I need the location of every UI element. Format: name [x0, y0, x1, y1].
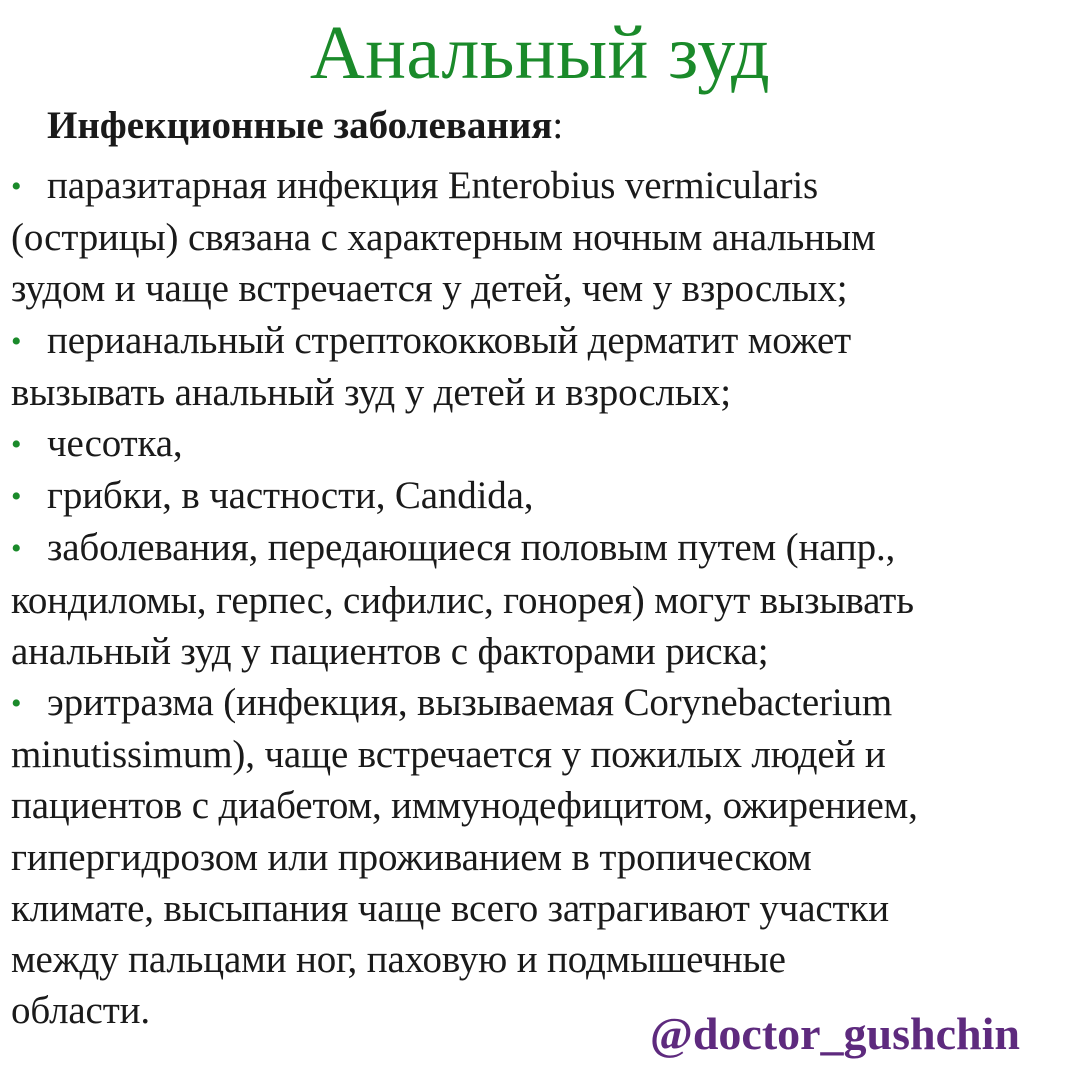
bullet-icon: • [11, 324, 22, 358]
list-item-1 [11, 160, 1073, 212]
line-text: (острицы) связана с характерным ночным анальным [11, 216, 876, 260]
line-text: зудом и чаще встречается у детей, чем у взрослых; [11, 267, 848, 311]
list-item-5-continuation [11, 575, 1073, 626]
line-text: климате, высыпания чаще всего затрагивают участки [11, 886, 889, 930]
author-handle: @doctor_gushchin [650, 1008, 1020, 1059]
list-item-1-continuation [11, 263, 1073, 314]
list-item-6-continuation [11, 934, 1073, 985]
section-heading [47, 100, 563, 152]
line-text: чесотка, [47, 422, 183, 466]
line-text: перианальный стрептококковый дерматит может [47, 318, 852, 362]
line-text: гипергидрозом или проживанием в тропическом [11, 835, 812, 879]
section-heading-colon: : [552, 104, 564, 147]
section-heading-text: Инфекционные заболевания [47, 104, 553, 147]
bullet-icon: • [11, 532, 22, 566]
list-item-6-continuation [11, 832, 1073, 883]
bullet-icon: • [11, 480, 22, 514]
line-text: области. [11, 989, 150, 1033]
bullet-list [11, 160, 1073, 1036]
bullet-icon: • [11, 687, 22, 721]
list-item-6 [11, 677, 1073, 729]
line-text: вызывать анальный зуд у детей и взрослых; [11, 370, 731, 414]
page-title: Анальный зуд [309, 11, 771, 95]
list-item-2 [11, 315, 1073, 367]
list-item-6-continuation [11, 780, 1073, 831]
line-text: паразитарная инфекция Enterobius vermicularis [47, 164, 819, 207]
line-text: пациентов с диабетом, иммунодефицитом, ожирением, [11, 784, 918, 828]
list-item-3 [11, 418, 1073, 470]
line-text: эритразма (инфекция, вызываемая Corynebacterium [47, 681, 893, 725]
bullet-icon: • [11, 170, 22, 203]
list-item-5 [11, 522, 1073, 574]
list-item-5-continuation [11, 626, 1073, 677]
bullet-icon: • [11, 428, 22, 462]
line-text: грибки, в частности, Candida, [47, 474, 534, 518]
line-text: между пальцами ног, паховую и подмышечные [11, 938, 786, 982]
list-item-6-continuation [11, 883, 1073, 934]
line-text: кондиломы, герпес, сифилис, гонорея) могут вызывать [11, 578, 914, 622]
list-item-1-continuation [11, 212, 1073, 263]
list-item-2-continuation [11, 367, 1073, 418]
line-text: minutissimum), чаще встречается у пожилых людей и [11, 733, 886, 777]
list-item-6-continuation [11, 729, 1073, 780]
line-text: анальный зуд у пациентов с факторами риска; [11, 629, 769, 673]
line-text: заболевания, передающиеся половым путем (напр., [47, 526, 896, 570]
list-item-4 [11, 470, 1073, 522]
